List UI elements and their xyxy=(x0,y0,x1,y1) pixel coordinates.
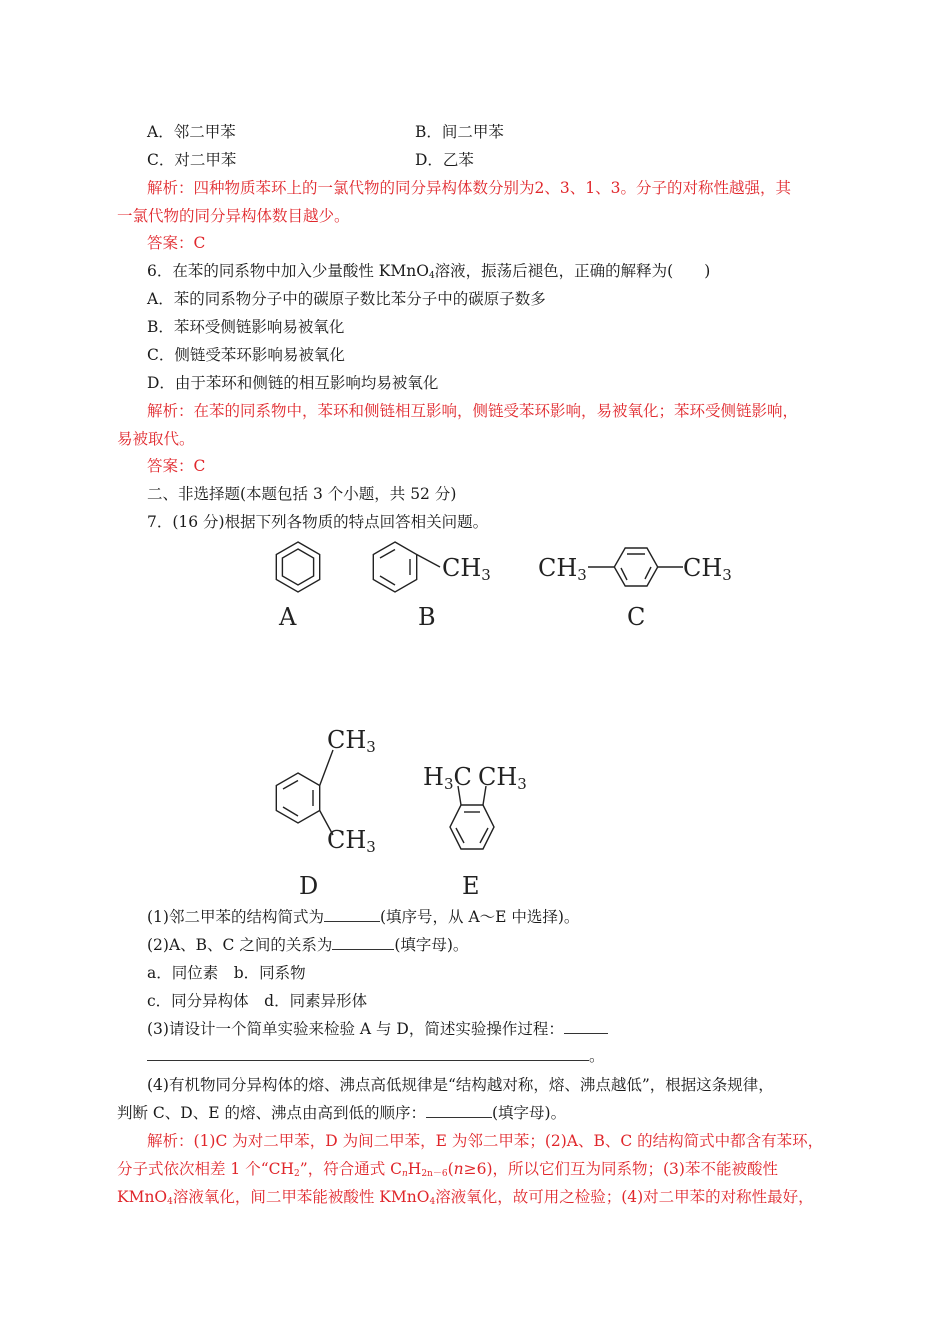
explain-text: (1)C 为对二甲苯，D 为间二甲苯，E 为邻二甲苯；(2)A、B、C 的结构简式中都含有苯环， xyxy=(193,1132,824,1150)
explain-text: H xyxy=(407,1160,422,1178)
q6-explanation-line2: 易被取代。 xyxy=(117,430,195,448)
q7-part2 xyxy=(147,935,468,955)
q6-option-c: C．侧链受苯环影响易被氧化 xyxy=(147,346,345,364)
q5-option-d: D．乙苯 xyxy=(415,151,474,169)
molecule-figure xyxy=(0,530,950,900)
molecule-label-d: D xyxy=(299,872,319,900)
answer-blank[interactable] xyxy=(426,1103,492,1118)
answer-blank[interactable] xyxy=(147,1046,589,1061)
molecule-b-ch3: CH3 xyxy=(442,554,491,584)
q7-part2-options-2: c．同分异构体 d．同素异形体 xyxy=(147,992,368,1010)
q7-explanation-line1 xyxy=(147,1131,823,1151)
q7-part2-text: (2)A、B、C 之间的关系为 xyxy=(147,936,333,954)
explain-label: 解析： xyxy=(147,179,194,197)
molecule-d-ch3-bottom: CH3 xyxy=(327,826,376,856)
q6-explanation-line1 xyxy=(147,401,798,421)
q6-stem xyxy=(147,261,710,286)
explain-text: 溶液氧化，间二甲苯能被酸性 KMnO xyxy=(172,1188,430,1206)
molecule-label-c: C xyxy=(627,603,646,631)
molecule-d-meta-xylene xyxy=(276,750,333,835)
molecule-e-ch3: CH3 xyxy=(478,763,527,793)
explain-text: 溶液氧化，故可用之检验；(4)对二甲苯的对称性最好， xyxy=(435,1188,814,1206)
molecule-d-ch3-top: CH3 xyxy=(327,726,376,756)
molecule-e-h3c: H3C xyxy=(423,763,472,793)
q5-answer: 答案：C xyxy=(147,234,206,252)
italic-n: n xyxy=(453,1160,464,1178)
q7-part3 xyxy=(147,1019,608,1039)
q6-stem-subscript: 4 xyxy=(428,271,435,281)
q7-stem: 7．(16 分)根据下列各物质的特点回答相关问题。 xyxy=(147,513,489,531)
q6-answer: 答案：C xyxy=(147,457,206,475)
q6-option-b: B．苯环受侧链影响易被氧化 xyxy=(147,318,345,336)
subscript: 2n－6 xyxy=(421,1169,448,1179)
q7-part3-end: 。 xyxy=(589,1047,605,1065)
q7-part3-text: (3)请设计一个简单实验来检验 A 与 D，简述实验操作过程： xyxy=(147,1020,564,1038)
q5-option-a: A．邻二甲苯 xyxy=(147,123,236,141)
q7-part2-options-1: a．同位素 b．同系物 xyxy=(147,964,306,982)
q7-part1-hint: (填序号，从 A～E 中选择)。 xyxy=(379,908,580,926)
explain-label: 解析： xyxy=(147,402,194,420)
molecule-label-a: A xyxy=(279,603,297,631)
q7-explanation-line3 xyxy=(117,1187,814,1212)
molecule-b-toluene xyxy=(373,542,440,592)
q7-explanation-line2 xyxy=(117,1159,778,1184)
q6-option-d: D．由于苯环和侧链的相互影响均易被氧化 xyxy=(147,374,439,392)
q7-part3-line2 xyxy=(147,1046,605,1066)
answer-blank[interactable] xyxy=(332,935,394,950)
q5-option-b: B．间二甲苯 xyxy=(415,123,504,141)
q7-part1 xyxy=(147,907,579,927)
q7-part4-text: 判断 C、D、E 的熔、沸点由高到低的顺序： xyxy=(117,1104,426,1122)
q6-stem-part1: 6．在苯的同系物中加入少量酸性 KMnO xyxy=(147,262,429,280)
q7-part4-line2 xyxy=(117,1103,566,1123)
explain-text: ( xyxy=(447,1160,454,1178)
q5-explanation-line2: 一氯代物的同分异构体数目越少。 xyxy=(117,207,350,225)
subscript: 2 xyxy=(294,1169,300,1179)
q5-explanation-line1 xyxy=(147,178,791,198)
subscript: n xyxy=(401,1169,408,1179)
q6-option-a: A．苯的同系物分子中的碳原子数比苯分子中的碳原子数多 xyxy=(147,290,546,308)
molecule-c-para-xylene xyxy=(588,548,683,586)
answer-blank[interactable] xyxy=(564,1019,608,1034)
explain-text: ”，符合通式 C xyxy=(299,1160,402,1178)
molecule-c-ch3-left: CH3 xyxy=(538,554,587,584)
q7-part4-hint: (填字母)。 xyxy=(491,1104,567,1122)
molecule-label-e: E xyxy=(462,872,480,900)
answer-blank[interactable] xyxy=(324,907,380,922)
explain-text: 分子式依次相差 1 个“CH xyxy=(117,1160,295,1178)
molecule-e-ortho-xylene xyxy=(450,786,494,849)
explain-text: 四种物质苯环上的一氯代物的同分异构体数分别为2、3、1、3。分子的对称性越强，其 xyxy=(193,179,791,197)
subscript: 4 xyxy=(429,1197,436,1207)
explain-text: 在苯的同系物中，苯环和侧链相互影响，侧链受苯环影响，易被氧化；苯环受侧链影响， xyxy=(193,402,799,420)
explain-text: KMnO xyxy=(117,1188,168,1206)
q5-option-c: C．对二甲苯 xyxy=(147,151,237,169)
q6-stem-part2: 溶液，振荡后褪色，正确的解释为( ) xyxy=(434,262,711,280)
section-heading: 二、非选择题(本题包括 3 个小题，共 52 分) xyxy=(147,485,457,503)
q7-part4-line1: (4)有机物同分异构体的熔、沸点高低规律是“结构越对称，熔、沸点越低”，根据这条规律， xyxy=(147,1076,774,1094)
explain-text: ≥6)，所以它们互为同系物；(3)苯不能被酸性 xyxy=(463,1160,778,1178)
explain-label: 解析： xyxy=(147,1132,194,1150)
q7-part1-text: (1)邻二甲苯的结构简式为 xyxy=(147,908,324,926)
q7-part2-hint: (填字母)。 xyxy=(394,936,469,954)
molecule-a-benzene xyxy=(276,542,319,592)
molecule-c-ch3-right: CH3 xyxy=(683,554,732,584)
molecule-label-b: B xyxy=(418,603,436,631)
subscript: 4 xyxy=(167,1197,173,1207)
